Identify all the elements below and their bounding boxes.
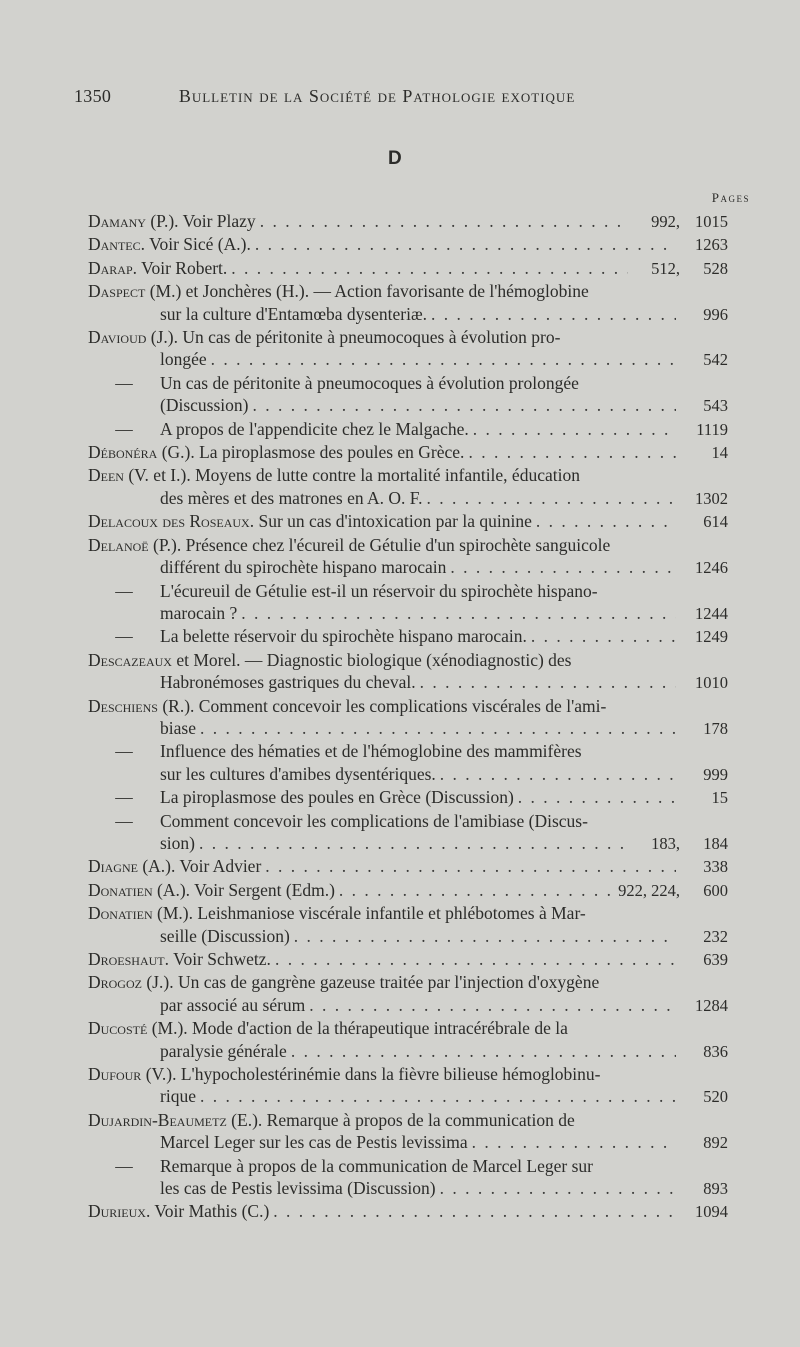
author-name: Deen [88,465,124,486]
page-number: 1350 [74,86,112,106]
page-reference [680,1086,728,1108]
page-reference [680,557,728,579]
page-reference [680,349,728,371]
entry-text: Voir Sicé (A.). [145,234,251,255]
entry-text: et Morel. — Diagnostic biologique (xénodiagnostic) des [171,649,572,670]
entry-line [88,879,728,902]
entry-text: sion) [160,832,195,853]
entry-line [88,902,728,924]
entry-text: (J.). Un cas de péritonite à pneumocoques à évolution pro- [146,327,561,348]
page-number-ref: 184 [703,833,728,853]
page-reference [680,672,728,694]
dot-leader [536,510,676,532]
page-number-ref: 1244 [695,603,728,623]
entry-text: La piroplasmose des poules en Grèce (Discussion) [160,787,514,808]
entry-text: (A.). Voir Sergent (Edm.) [152,879,335,900]
entry-line [88,1155,728,1177]
entry-text: Marcel Leger sur les cas de Pestis levissima [160,1132,468,1153]
dot-leader [472,1131,676,1153]
page-number-ref: 1010 [695,673,728,693]
entry-line [88,303,728,326]
page-reference [680,995,728,1017]
index-entry [88,971,728,1017]
page-number-ref: 836 [703,1041,728,1061]
page-reference [680,395,728,417]
entry-line [88,487,728,510]
entry-line [88,625,728,648]
dot-leader [518,786,676,808]
index-entry [88,280,728,326]
page-number-ref: 1284 [695,995,728,1015]
page-number-ref: 922, 224, [618,880,680,900]
page-number-ref: 996 [703,304,728,324]
entry-text: sur la culture d'Entamœba dysenteriæ. [160,303,428,324]
entry-line [88,1109,728,1131]
index-entries [88,210,728,1224]
page-reference [618,880,728,902]
index-entry [88,855,728,878]
page-number-ref: 1094 [695,1202,728,1222]
repeat-author-dash: — [115,372,133,393]
dot-leader [275,948,676,970]
page-number-ref: 1249 [695,627,728,647]
entry-line [88,257,728,280]
index-entry [88,1109,728,1201]
page-reference [632,211,728,233]
entry-line [88,763,728,786]
index-entry [88,1063,728,1109]
entry-line [88,280,728,302]
entry-text: La belette réservoir du spirochète hispano marocain. [160,626,527,647]
entry-line [88,971,728,993]
dot-leader [420,671,676,693]
dot-leader [265,855,676,877]
entry-line [88,1177,728,1200]
page-number-ref: 600 [703,880,728,900]
page-reference [632,833,728,855]
entry-line [88,394,728,417]
page-number-ref: 528 [703,258,728,278]
entry-line [88,649,728,671]
entry-line [88,948,728,971]
entry-line [88,1131,728,1154]
index-entry [88,257,728,280]
index-entry [88,534,728,649]
entry-text: longée [160,349,207,370]
entry-text: (M.). Leishmaniose viscérale infantile et phlébotomes à Mar- [152,903,586,924]
repeat-author-dash: — [115,810,133,831]
index-entry [88,902,728,948]
page-number-ref: 1119 [696,419,728,439]
dot-leader [309,994,676,1016]
entry-line [88,210,728,233]
author-name: Dantec. [88,234,146,255]
entry-text: (V. et I.). Moyens de lutte contre la mortalité infantile, éducation [123,465,580,486]
author-name: Donatien [88,903,153,924]
entry-line [88,556,728,579]
page-number-ref: 15 [711,788,728,808]
entry-line [88,925,728,948]
entry-text: rique [160,1086,196,1107]
page-number-ref: 1263 [695,235,728,255]
dot-leader [440,763,676,785]
pages-column-label: Pages [711,190,750,205]
author-name: Darap. [88,257,138,278]
dot-leader [255,233,676,255]
entry-line [88,1040,728,1063]
index-entry [88,326,728,441]
entry-text: Habronémoses gastriques du cheval. [160,672,416,693]
index-entry [88,464,728,510]
repeat-author-dash: — [115,787,133,808]
page-reference [680,764,728,786]
page-reference [680,234,728,256]
dot-leader [440,1177,676,1199]
page-reference [680,718,728,740]
index-entry [88,441,728,464]
dot-leader [427,487,677,509]
page-reference [632,258,728,280]
page-reference [680,304,728,326]
dot-leader [294,925,676,947]
author-name: Dufour [88,1064,142,1085]
page-reference [680,856,728,878]
entry-text: par associé au sérum [160,994,306,1015]
page-reference [680,1201,728,1223]
repeat-author-dash: — [115,580,133,601]
author-name: Diagne [88,856,138,877]
entry-line [88,786,728,809]
entry-line [88,671,728,694]
dot-leader [200,717,676,739]
entry-text: des mères et des matrones en A. O. F. [160,487,423,508]
entry-text: (J.). Un cas de gangrène gazeuse traitée par l'injection d'oxygène [141,972,600,993]
entry-line [88,510,728,533]
dot-leader [273,1200,676,1222]
author-name: Descazeaux [88,649,172,670]
entry-line [88,372,728,394]
entry-text: marocain ? [160,602,238,623]
dot-leader [260,210,628,232]
entry-line [88,1017,728,1039]
page-number-ref: 639 [703,950,728,969]
author-name: Delacoux des Roseaux. [88,511,255,532]
dot-leader [339,879,614,901]
dot-leader [450,556,676,578]
page-reference [680,488,728,510]
index-entry [88,510,728,533]
repeat-author-dash: — [115,741,133,762]
repeat-author-dash: — [115,418,133,439]
entry-text: (E.). Remarque à propos de la communication de [226,1109,575,1130]
index-entry [88,1017,728,1063]
dot-leader [473,418,676,440]
index-entry [88,948,728,971]
page-number-ref: 542 [703,350,728,370]
entry-text: paralysie générale [160,1040,287,1061]
entry-line [88,580,728,602]
entry-line [88,534,728,556]
page-reference [680,626,728,648]
author-name: Delanoë [88,534,149,555]
repeat-author-dash: — [115,626,133,647]
page-reference [680,949,728,971]
page-number-ref: 1302 [695,488,728,508]
entry-text: Remarque à propos de la communication de Marcel Leger sur [160,1155,593,1176]
entry-line [88,832,728,855]
page-number-ref: 520 [703,1087,728,1107]
index-entry [88,695,728,856]
entry-line [88,233,728,256]
entry-text: (Discussion) [160,395,249,416]
entry-line [88,348,728,371]
entry-line [88,810,728,832]
entry-line [88,855,728,878]
author-name: Ducosté [88,1018,148,1039]
entry-line [88,695,728,717]
entry-line [88,326,728,348]
entry-text: les cas de Pestis levissima (Discussion) [160,1178,436,1199]
page-reference [680,787,728,809]
page-reference [680,1132,728,1154]
page-reference [680,419,728,441]
entry-text: Voir Plazy [178,211,256,231]
page-number-ref: 338 [703,857,728,877]
entry-text: différent du spirochète hispano marocain [160,557,447,578]
entry-line [88,740,728,762]
page-number-ref: 1246 [695,558,728,578]
page-number-ref: 512, [651,258,680,278]
dot-leader [291,1040,676,1062]
author-name: Damany (P.). [88,211,179,231]
page-number-ref: 543 [703,396,728,416]
entry-text: Voir Schwetz. [169,949,271,969]
page-reference [680,603,728,625]
entry-text: (M.). Mode d'action de la thérapeutique intracérébrale de la [147,1018,568,1039]
entry-text: Voir Mathis (C.) [150,1201,270,1222]
entry-line [88,717,728,740]
repeat-author-dash: — [115,1155,133,1176]
page-reference [680,1178,728,1200]
entry-line [88,1063,728,1085]
entry-text: (R.). Comment concevoir les complications viscérales de l'ami- [157,695,607,716]
page-number-ref: 892 [703,1133,728,1153]
page-number-ref: 614 [703,512,728,532]
journal-title: Bulletin de la Société de Pathologie exotique [178,86,576,106]
author-name: Donatien [88,879,153,900]
page-reference [680,926,728,948]
entry-line [88,464,728,486]
page-reference [680,511,728,533]
page-reference [680,442,728,464]
entry-text: Voir Robert. [137,257,228,278]
entry-line [88,441,728,464]
entry-text: seille (Discussion) [160,925,290,946]
author-name: Deschiens [88,695,158,716]
page-number-ref: 232 [703,926,728,946]
entry-text: Sur un cas d'intoxication par la quinine [254,511,532,532]
dot-leader [531,625,676,647]
entry-text: (V.). L'hypocholestérinémie dans la fièvre bilieuse hémoglobinu- [141,1064,601,1085]
author-name: Davioud [88,327,147,348]
entry-text: sur les cultures d'amibes dysentériques. [160,763,436,784]
author-name: Dujardin-Beaumetz [88,1109,227,1130]
index-entry [88,879,728,902]
dot-leader [241,602,676,624]
index-entry [88,210,728,233]
entry-text: Influence des hématies et de l'hémoglobine des mammifères [160,741,582,762]
page-number-ref: 992, [651,212,680,231]
entry-text: Un cas de péritonite à pneumocoques à évolution prolongée [160,372,579,393]
index-entry [88,649,728,695]
dot-leader [231,257,628,279]
page-reference [680,1041,728,1063]
entry-line [88,602,728,625]
entry-text: (A.). Voir Advier [137,856,262,877]
entry-text: biase [160,717,196,738]
dot-leader [211,348,676,370]
entry-text: (M.) et Jonchères (H.). — Action favorisante de l'hémoglobine [145,281,589,302]
entry-line [88,1085,728,1108]
entry-line [88,418,728,441]
entry-text: A propos de l'appendicite chez le Malgache. [160,418,469,439]
dot-leader [252,394,676,416]
page-number-ref: 183, [651,833,680,853]
entry-text: (G.). La piroplasmose des poules en Grèce. [157,442,465,463]
author-name: Droeshaut. [88,949,170,969]
dot-leader [431,303,676,325]
entry-line [88,994,728,1017]
page-number-ref: 893 [703,1179,728,1199]
dot-leader [468,441,676,463]
author-name: Drogoz [88,972,142,993]
entry-line [88,1200,728,1223]
entry-text: Comment concevoir les complications de l'amibiase (Discus- [160,810,588,831]
index-entry [88,1200,728,1223]
entry-text: (P.). Présence chez l'écureil de Gétulie d'un spirochète sanguicole [148,534,611,555]
author-name: Débonéra [88,442,158,463]
section-letter: D [388,148,402,169]
index-entry [88,233,728,256]
page-number-ref: 14 [711,443,728,463]
author-name: Daspect [88,281,146,302]
running-header [74,86,575,107]
dot-leader [199,832,628,854]
page-number-ref: 1015 [695,212,728,231]
author-name: Durieux. [88,1201,151,1222]
page-number-ref: 178 [703,718,728,738]
page-number-ref: 999 [703,764,728,784]
dot-leader [200,1085,676,1107]
entry-text: L'écureuil de Gétulie est-il un réservoir du spirochète hispano- [160,580,598,601]
